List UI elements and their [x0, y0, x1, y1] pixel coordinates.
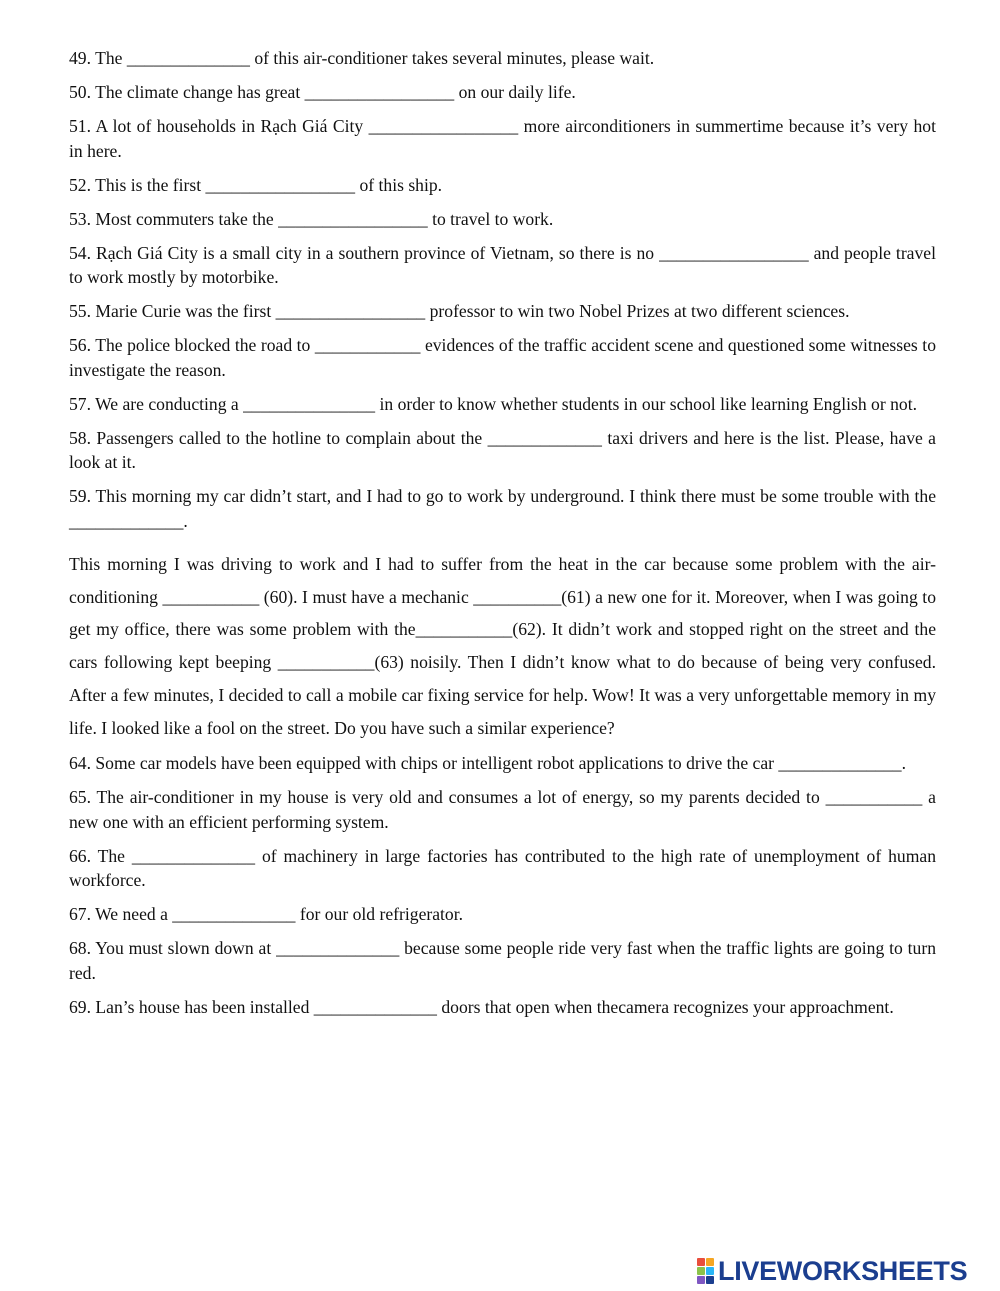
logo-square-1	[697, 1258, 705, 1266]
worksheet-page	[69, 46, 936, 1029]
logo-square-4	[706, 1267, 714, 1275]
logo-square-6	[706, 1276, 714, 1284]
question-69: 69. Lan’s house has been installed ______________ doors that open when thecamera recognizes your approachment.	[69, 996, 894, 1017]
logo-square-5	[697, 1276, 705, 1284]
question-54: 54. Rạch Giá City is a small city in a southern province of Vietnam, so there is no _________________ and people travel to work mostly by motorbike.	[69, 242, 936, 287]
question-64: 64. Some car models have been equipped with chips or intelligent robot applications to drive the car ______________.	[69, 753, 906, 774]
question-59: 59. This morning my car didn’t start, and I had to go to work by underground. I think there must be some trouble with the _____________.	[69, 486, 936, 531]
liveworksheets-logo[interactable]	[697, 1257, 967, 1285]
logo-square-2	[706, 1258, 714, 1266]
question-53: 53. Most commuters take the _________________ to travel to work.	[69, 208, 554, 229]
question-56: 56. The police blocked the road to ____________ evidences of the traffic accident scene and questioned some witnesses to investigate the reason.	[69, 335, 936, 380]
question-55: 55. Marie Curie was the first _________________ professor to win two Nobel Prizes at two different sciences.	[69, 301, 850, 321]
question-49: 49. The ______________ of this air-conditioner takes several minutes, please wait.	[69, 48, 655, 68]
logo-square-3	[697, 1267, 705, 1275]
question-58: 58. Passengers called to the hotline to complain about the _____________ taxi drivers and here is the list. Please, have a look at it.	[69, 427, 936, 472]
logo-text: LIVEWORKSHEETS	[718, 1256, 968, 1286]
question-67: 67. We need a ______________ for our old refrigerator.	[69, 904, 464, 925]
question-57: 57. We are conducting a _______________ in order to know whether students in our school like learning English or not.	[69, 393, 917, 414]
question-51: 51. A lot of households in Rạch Giá City _________________ more airconditioners in summertime because it’s very hot in here.	[69, 116, 936, 161]
question-65: 65. The air-conditioner in my house is very old and consumes a lot of energy, so my parents decided to ___________ a new one with an efficient performing system.	[69, 787, 936, 832]
question-50: 50. The climate change has great _________________ on our daily life.	[69, 82, 576, 102]
question-66: 66. The ______________ of machinery in large factories has contributed to the high rate of unemployment of human workforce.	[69, 845, 936, 891]
question-52: 52. This is the first _________________ of this ship.	[69, 174, 443, 195]
reading-passage: This morning I was driving to work and I had to suffer from the heat in the car because some problem with the air-conditioning ___________ (60). I must have a mechanic __________(61) a new one for it. Moreover, when I was going to get my office, there was some problem with the___________(62). It didn’t work and stopped right on the street and the cars following kept beeping ___________(63) noisily. Then I didn’t know what to do because of being very confused. After a few minutes, I decided to call a mobile car fixing service for help. Wow! It was a very unforgettable memory in my life. I looked like a fool on the street. Do you have such a similar experience?	[69, 554, 936, 738]
question-68: 68. You must slown down at ______________ because some people ride very fast when the traffic lights are going to turn red.	[69, 938, 936, 983]
logo-mark-icon	[697, 1258, 714, 1284]
